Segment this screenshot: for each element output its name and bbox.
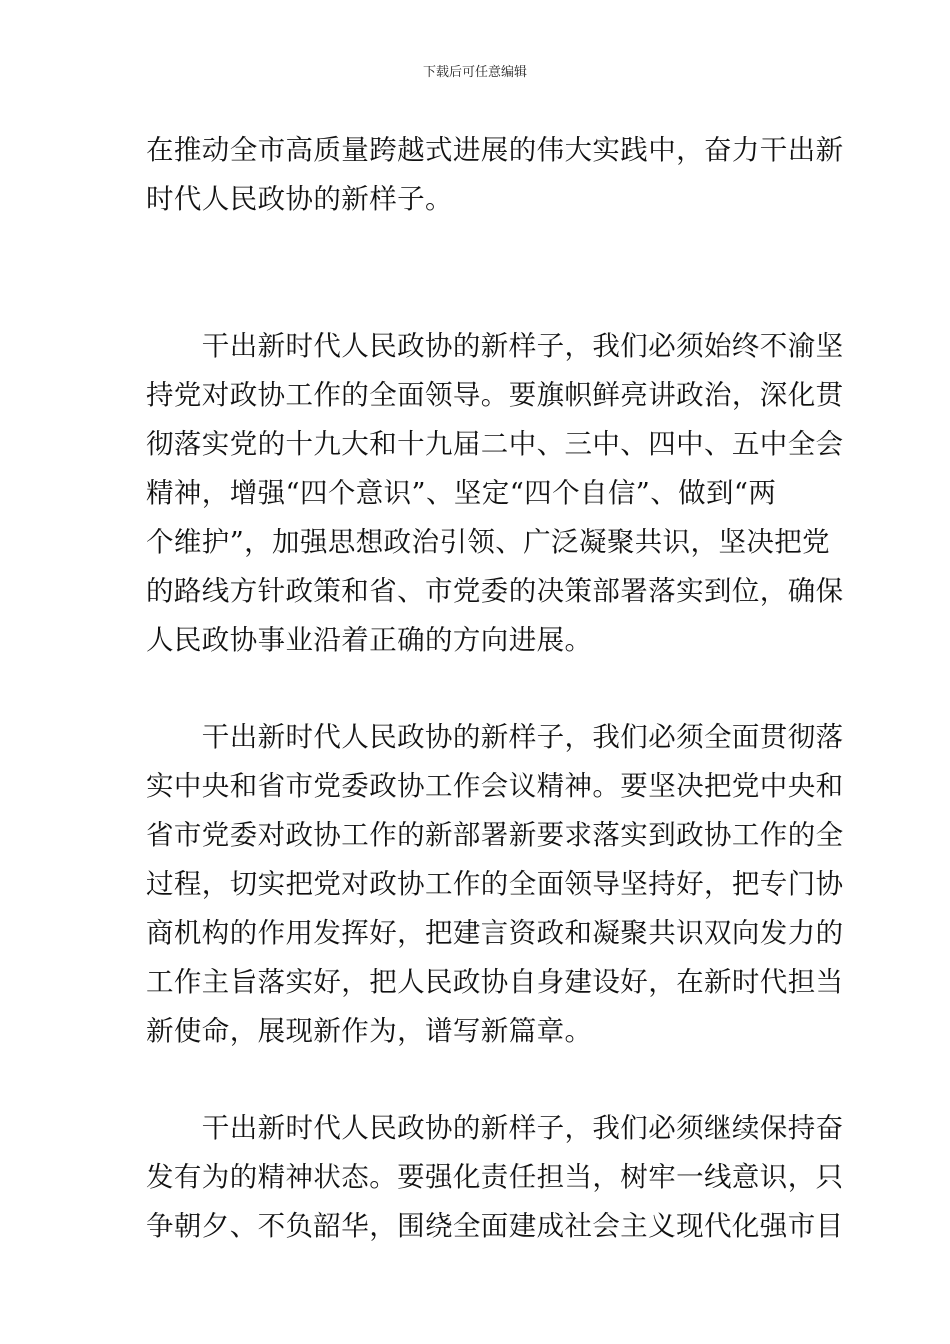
paragraph-line: 商机构的作用发挥好，把建言资政和凝聚共识双向发力的 <box>146 917 844 949</box>
paragraph-2 <box>146 322 844 665</box>
paragraph-line: 工作主旨落实好，把人民政协自身建设好，在新时代担当 <box>146 966 844 998</box>
paragraph-1 <box>146 126 844 224</box>
paragraph-line: 干出新时代人民政协的新样子，我们必须继续保持奋 <box>146 1112 844 1144</box>
paragraph-line: 发有为的精神状态。要强化责任担当，树牢一线意识，只 <box>146 1161 844 1193</box>
paragraph-line: 干出新时代人民政协的新样子，我们必须始终不渝坚 <box>146 330 844 362</box>
paragraph-line: 的路线方针政策和省、市党委的决策部署落实到位，确保 <box>146 575 844 607</box>
paragraph-4 <box>146 1104 844 1251</box>
paragraph-line: 新使命，展现新作为，谱写新篇章。 <box>146 1015 593 1047</box>
paragraph-line: 精神，增强“四个意识”、坚定“四个自信”、做到“两 <box>146 477 777 509</box>
paragraph-line: 持党对政协工作的全面领导。要旗帜鲜亮讲政治，深化贯 <box>146 379 844 411</box>
paragraph-line: 争朝夕、不负韶华，围绕全面建成社会主义现代化强市目 <box>146 1210 844 1242</box>
paragraph-line: 个维护”，加强思想政治引领、广泛凝聚共识，坚决把党 <box>146 526 831 558</box>
page-header: 下载后可任意编辑 <box>422 65 527 80</box>
paragraph-line: 时代人民政协的新样子。 <box>146 183 453 215</box>
paragraph-line: 人民政协事业沿着正确的方向进展。 <box>146 624 593 656</box>
paragraph-line: 过程，切实把党对政协工作的全面领导坚持好，把专门协 <box>146 868 844 900</box>
paragraph-line: 彻落实党的十九大和十九届二中、三中、四中、五中全会 <box>146 428 844 460</box>
paragraph-line: 干出新时代人民政协的新样子，我们必须全面贯彻落 <box>146 721 844 753</box>
paragraph-line: 在推动全市高质量跨越式进展的伟大实践中，奋力干出新 <box>146 134 844 166</box>
paragraph-line: 省市党委对政协工作的新部署新要求落实到政协工作的全 <box>146 819 844 851</box>
paragraph-line: 实中央和省市党委政协工作会议精神。要坚决把党中央和 <box>146 770 844 802</box>
paragraph-3 <box>146 713 844 1056</box>
